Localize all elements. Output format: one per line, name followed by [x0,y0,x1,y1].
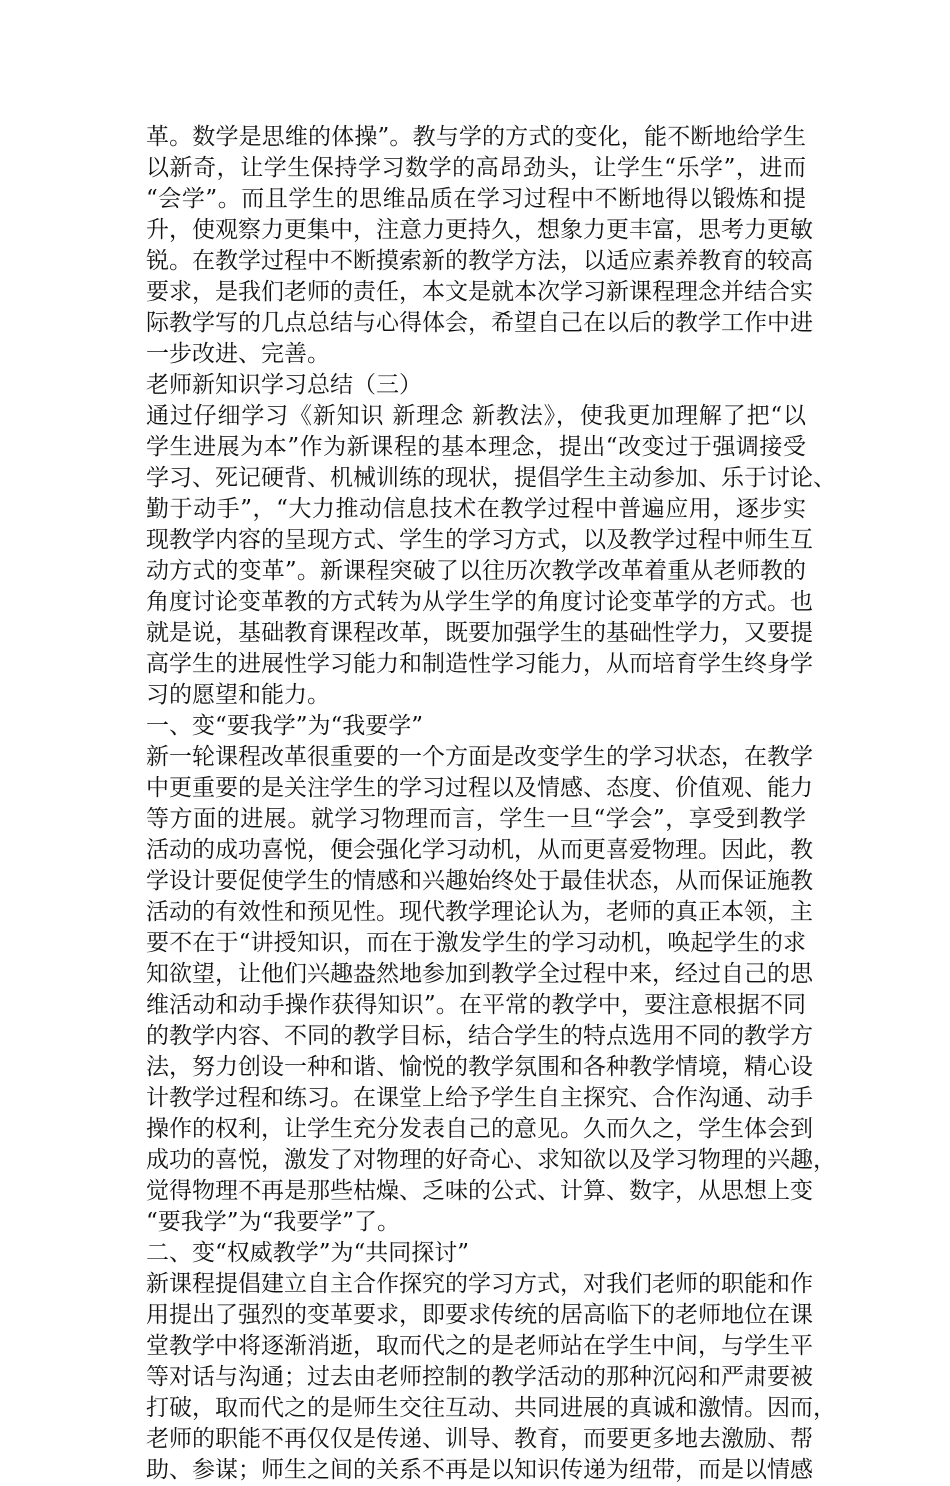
text-line: 要不在于“讲授知识，而在于激发学生的学习动机，唤起学生的求 [146,930,806,956]
text-line: 堂教学中将逐渐消逝，取而代之的是老师站在学生中间，与学生平 [146,1333,813,1359]
text-line: 锐。在教学过程中不断摸索新的教学方法，以适应素养教育的较高 [146,248,813,274]
text-line: 学习、死记硬背、机械训练的现状，提倡学生主动参加、乐于讨论、 [146,465,836,491]
text-line: 维活动和动手操作获得知识”。在平常的教学中，要注意根据不同 [146,992,806,1018]
text-line: 学生进展为本”作为新课程的基本理念，提出“改变过于强调接受 [146,434,806,460]
text-line: 觉得物理不再是那些枯燥、乏味的公式、计算、数字，从思想上变 [146,1178,813,1204]
text-line: 二、变“权威教学”为“共同探讨” [146,1240,470,1266]
text-line: 等对话与沟通；过去由老师控制的教学活动的那种沉闷和严肃要被 [146,1364,813,1390]
text-line: 革。数学是思维的体操”。教与学的方式的变化，能不断地给学生 [146,124,806,150]
text-line: 助、参谋；师生之间的关系不再是以知识传递为纽带，而是以情感 [146,1457,813,1483]
text-line: 就是说，基础教育课程改革，既要加强学生的基础性学力，又要提 [146,620,813,646]
text-line: 用提出了强烈的变革要求，即要求传统的居高临下的老师地位在课 [146,1302,813,1328]
text-line: 高学生的进展性学习能力和制造性学习能力，从而培育学生终身学 [146,651,813,677]
text-line: 成功的喜悦，激发了对物理的好奇心、求知欲以及学习物理的兴趣， [146,1147,836,1173]
text-line: “会学”。而且学生的思维品质在学习过程中不断地得以锻炼和提 [146,186,806,212]
document-body [146,122,836,1486]
text-line: “要我学”为“我要学”了。 [146,1209,401,1235]
text-line: 法，努力创设一种和谐、愉悦的教学氛围和各种教学情境，精心设 [146,1054,813,1080]
text-line: 计教学过程和练习。在课堂上给予学生自主探究、合作沟通、动手 [146,1085,813,1111]
text-line: 新课程提倡建立自主合作探究的学习方式，对我们老师的职能和作 [146,1271,813,1297]
text-line: 勤于动手”，“大力推动信息技术在教学过程中普遍应用，逐步实 [146,496,806,522]
text-line: 角度讨论变革教的方式转为从学生学的角度讨论变革学的方式。也 [146,589,813,615]
text-line: 的教学内容、不同的教学目标，结合学生的特点选用不同的教学方 [146,1023,813,1049]
text-line: 际教学写的几点总结与心得体会，希望自己在以后的教学工作中进 [146,310,813,336]
text-line: 等方面的进展。就学习物理而言，学生一旦“学会”，享受到教学 [146,806,806,832]
text-line: 升，使观察力更集中，注意力更持久，想象力更丰富，思考力更敏 [146,217,813,243]
text-line: 一、变“要我学”为“我要学” [146,713,424,739]
text-line: 新一轮课程改革很重要的一个方面是改变学生的学习状态，在教学 [146,744,813,770]
text-line: 老师的职能不再仅仅是传递、训导、教育，而要更多地去激励、帮 [146,1426,813,1452]
text-line: 活动的成功喜悦，便会强化学习动机，从而更喜爱物理。因此，教 [146,837,813,863]
text-line: 打破，取而代之的是师生交往互动、共同进展的真诚和激情。因而， [146,1395,836,1421]
text-line: 现教学内容的呈现方式、学生的学习方式，以及教学过程中师生互 [146,527,813,553]
text-line: 知欲望，让他们兴趣盎然地参加到教学全过程中来，经过自己的思 [146,961,813,987]
text-line: 操作的权利，让学生充分发表自己的意见。久而久之，学生体会到 [146,1116,813,1142]
text-line: 中更重要的是关注学生的学习过程以及情感、态度、价值观、能力 [146,775,813,801]
text-line: 老师新知识学习总结（三） [146,372,422,398]
text-line: 学设计要促使学生的情感和兴趣始终处于最佳状态，从而保证施教 [146,868,813,894]
text-line: 习的愿望和能力。 [146,682,330,708]
text-line: 以新奇，让学生保持学习数学的高昂劲头，让学生“乐学”，进而 [146,155,806,181]
text-line: 活动的有效性和预见性。现代教学理论认为，老师的真正本领，主 [146,899,813,925]
text-line: 一步改进、完善。 [146,341,330,367]
text-line: 要求，是我们老师的责任，本文是就本次学习新课程理念并结合实 [146,279,813,305]
text-line: 通过仔细学习《新知识 新理念 新教法》，使我更加理解了把“以 [146,403,806,429]
text-line: 动方式的变革”。新课程突破了以往历次教学改革着重从老师教的 [146,558,806,584]
